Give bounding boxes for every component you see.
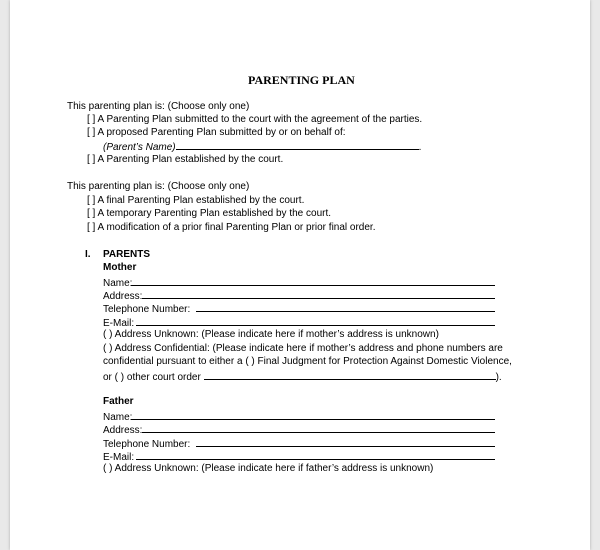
father-address-row bbox=[103, 423, 495, 437]
option-agreed-plan[interactable]: [ ] A Parenting Plan submitted to the court with the agreement of the parties. bbox=[87, 114, 423, 125]
document-page bbox=[10, 0, 590, 550]
father-phone-field[interactable] bbox=[196, 437, 495, 447]
father-name-label: Name: bbox=[103, 412, 133, 423]
mother-phone-row bbox=[103, 302, 495, 316]
period: . bbox=[418, 142, 422, 153]
parents-name-field[interactable] bbox=[176, 140, 419, 150]
father-phone-label: Telephone Number: bbox=[103, 439, 191, 450]
mother-email-row bbox=[103, 316, 495, 330]
parents-name-row bbox=[103, 140, 421, 154]
father-email-label: E-Mail: bbox=[103, 452, 135, 463]
other-court-order-field[interactable] bbox=[204, 370, 496, 380]
mother-confidential-line2: confidential pursuant to either a ( ) Final Judgment for Protection Against Domestic Violence, bbox=[103, 356, 512, 367]
mother-name-row bbox=[103, 276, 495, 290]
option-temporary-plan[interactable]: [ ] A temporary Parenting Plan established by the court. bbox=[87, 208, 332, 219]
plan-status-intro: This parenting plan is: (Choose only one) bbox=[67, 181, 250, 192]
mother-name-field[interactable] bbox=[131, 276, 495, 286]
option-court-plan[interactable]: [ ] A Parenting Plan established by the court. bbox=[87, 154, 284, 165]
mother-email-field[interactable] bbox=[136, 316, 495, 326]
mother-email-label: E-Mail: bbox=[103, 318, 135, 329]
section-number: I. bbox=[85, 249, 91, 260]
father-address-label: Address: bbox=[103, 425, 143, 436]
mother-phone-field[interactable] bbox=[196, 302, 495, 312]
mother-address-label: Address: bbox=[103, 291, 143, 302]
option-proposed-plan[interactable]: [ ] A proposed Parenting Plan submitted by or on behalf of: bbox=[87, 127, 346, 138]
father-email-field[interactable] bbox=[136, 450, 495, 460]
mother-address-row bbox=[103, 289, 495, 303]
father-name-field[interactable] bbox=[131, 410, 495, 420]
father-address-field[interactable] bbox=[142, 423, 495, 433]
plan-type-intro: This parenting plan is: (Choose only one) bbox=[67, 101, 250, 112]
other-court-order-label: or ( ) other court order bbox=[103, 372, 201, 383]
father-phone-row bbox=[103, 437, 495, 451]
father-email-row bbox=[103, 450, 495, 464]
option-final-plan[interactable]: [ ] A final Parenting Plan established by the court. bbox=[87, 195, 305, 206]
option-modification-plan[interactable]: [ ] A modification of a prior final Parenting Plan or prior final order. bbox=[87, 222, 376, 233]
parents-name-label: (Parent’s Name) bbox=[103, 142, 176, 153]
father-address-unknown[interactable]: ( ) Address Unknown: (Please indicate here if father’s address is unknown) bbox=[103, 463, 434, 474]
mother-confidential-line3 bbox=[103, 370, 502, 384]
closing-paren: ). bbox=[495, 372, 502, 383]
parents-heading: PARENTS bbox=[103, 249, 151, 260]
mother-address-unknown[interactable]: ( ) Address Unknown: (Please indicate here if mother’s address is unknown) bbox=[103, 329, 439, 340]
father-heading: Father bbox=[103, 396, 134, 407]
mother-name-label: Name: bbox=[103, 278, 133, 289]
mother-address-field[interactable] bbox=[142, 289, 495, 299]
father-name-row bbox=[103, 410, 495, 424]
document-title: PARENTING PLAN bbox=[248, 73, 355, 87]
mother-address-confidential[interactable]: ( ) Address Confidential: (Please indicate here if mother’s address and phone numbers are bbox=[103, 343, 503, 354]
mother-phone-label: Telephone Number: bbox=[103, 304, 191, 315]
mother-heading: Mother bbox=[103, 262, 137, 273]
